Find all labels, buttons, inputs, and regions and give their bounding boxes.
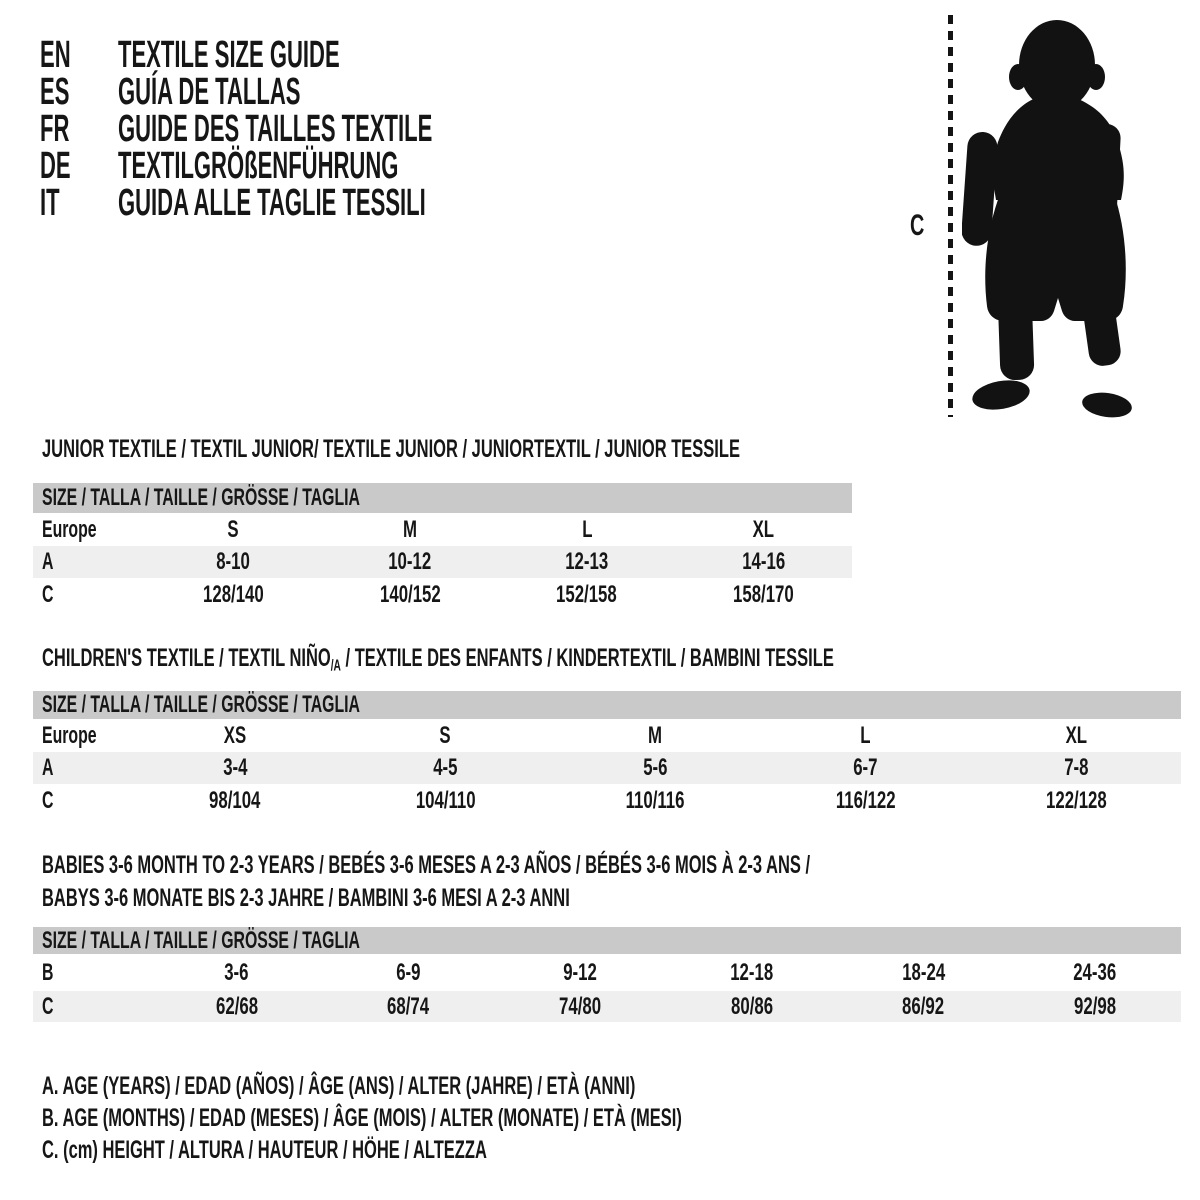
size-header-label: SIZE / TALLA / TAILLE / GRÖSSE / TAGLIA — [42, 484, 360, 511]
age-cell: 6-7 — [853, 754, 878, 781]
age-cell: 3-4 — [222, 754, 248, 781]
height-cell: 152/158 — [556, 581, 618, 608]
height-cell: 122/128 — [1045, 787, 1107, 814]
table-row — [33, 752, 1181, 784]
children-section-title: CHILDREN'S TEXTILE / TEXTIL $NIÑO_{/A}$ / TEXTILE DES ENFANTS / KINDERTEXTIL / BAMBINI TESSILE — [42, 644, 834, 675]
size-cell: M — [403, 515, 418, 543]
height-cell: 158/170 — [733, 581, 794, 608]
language-row — [40, 108, 660, 150]
height-cell: 86/92 — [902, 992, 945, 1020]
row-label: C — [42, 787, 54, 814]
junior-section-title: JUNIOR TEXTILE / TEXTIL JUNIOR/ TEXTILE JUNIOR / JUNIORTEXTIL / JUNIOR TESSILE — [42, 435, 740, 463]
age-cell: 3-6 — [224, 958, 249, 986]
language-row — [40, 34, 660, 76]
legend-line-a: A. AGE (YEARS) / EDAD (AÑOS) / ÂGE (ANS) / ALTER (JAHRE) / ETÀ (ANNI) — [42, 1071, 636, 1100]
toddler-silhouette-icon — [962, 14, 1138, 418]
legend-line-c: C. (cm) HEIGHT / ALTURA / HAUTEUR / HÖHE / ALTEZZA — [42, 1135, 487, 1164]
table-row — [33, 513, 852, 546]
height-cell: 68/74 — [387, 992, 430, 1020]
size-cell: XL — [752, 515, 775, 543]
age-cell: 14-16 — [742, 548, 786, 575]
language-code: FR — [40, 108, 70, 150]
table-row — [33, 546, 852, 578]
age-cell: 9-12 — [563, 958, 597, 986]
children-size-table — [33, 691, 1181, 818]
height-cell: 62/68 — [215, 992, 258, 1020]
babies-size-table — [33, 927, 1181, 1022]
language-title: TEXTILGRÖßENFÜHRUNG — [118, 145, 399, 187]
row-label: C — [42, 581, 54, 608]
size-cell: XS — [223, 721, 247, 749]
language-row — [40, 71, 660, 113]
measure-legend — [42, 1070, 1011, 1166]
age-cell: 7-8 — [1063, 754, 1089, 781]
age-cell: 6-9 — [396, 958, 421, 986]
height-cell: 104/110 — [415, 787, 476, 814]
height-cell: 80/86 — [730, 992, 773, 1020]
height-cell: 128/140 — [202, 581, 264, 608]
size-cell: L — [581, 515, 593, 543]
age-cell: 12-18 — [730, 958, 774, 986]
size-header-label: SIZE / TALLA / TAILLE / GRÖSSE / TAGLIA — [42, 926, 360, 954]
table-row — [33, 784, 1181, 818]
height-measure-label: C — [910, 209, 925, 242]
age-cell: 18-24 — [902, 958, 945, 986]
nino-a-subscript: /A — [330, 657, 341, 675]
row-label: B — [42, 958, 54, 986]
table-row — [33, 991, 1181, 1022]
row-label: C — [42, 992, 54, 1020]
language-title: GUIDE DES TAILLES TEXTILE — [118, 108, 433, 150]
row-label: Europe — [42, 515, 97, 543]
age-cell: 8-10 — [216, 548, 251, 575]
language-code: IT — [40, 182, 60, 224]
age-cell: 10-12 — [388, 548, 432, 575]
height-cell: 116/122 — [835, 787, 896, 814]
height-cell: 92/98 — [1074, 992, 1117, 1020]
height-cell: 110/116 — [626, 787, 685, 814]
row-label: A — [42, 548, 54, 575]
size-cell: S — [227, 515, 239, 543]
age-cell: 24-36 — [1073, 958, 1117, 986]
size-header-label: SIZE / TALLA / TAILLE / GRÖSSE / TAGLIA — [42, 691, 360, 718]
babies-section-title: BABIES 3-6 MONTH TO 2-3 YEARS / BEBÉS 3-6 MESES A 2-3 AÑOS / BÉBÉS 3-6 MOIS À 2-3 ANS / BABYS 3-6 MONATE BIS 2-3 JAHRE / BAMBINI 3-6 MESI A 2-3 ANNI — [42, 851, 811, 912]
table-row — [33, 578, 852, 612]
age-cell: 12-13 — [565, 548, 609, 575]
legend-line-b: B. AGE (MONTHS) / EDAD (MESES) / ÂGE (MOIS) / ALTER (MONATE) / ETÀ (MESI) — [42, 1103, 682, 1132]
size-header-bar — [33, 483, 852, 513]
size-header-bar — [33, 927, 1181, 954]
height-measure-dashed-line — [948, 15, 953, 417]
size-cell: L — [860, 721, 871, 749]
age-cell: 4-5 — [433, 754, 458, 781]
language-code: EN — [40, 34, 71, 76]
height-cell: 140/152 — [379, 581, 441, 608]
language-title: GUIDA ALLE TAGLIE TESSILI — [118, 182, 426, 224]
language-title: GUÍA DE TALLAS — [118, 71, 301, 113]
language-row — [40, 145, 660, 187]
size-cell: S — [439, 721, 451, 749]
language-code: DE — [40, 145, 71, 187]
language-code: ES — [40, 71, 70, 113]
height-cell: 98/104 — [209, 787, 261, 814]
size-cell: M — [648, 721, 663, 749]
language-title-list — [40, 34, 660, 224]
language-title: TEXTILE SIZE GUIDE — [118, 34, 340, 76]
junior-size-table — [33, 483, 852, 612]
table-row — [33, 954, 1181, 991]
row-label: A — [42, 754, 54, 781]
height-cell: 74/80 — [559, 992, 602, 1020]
size-header-bar — [33, 691, 1181, 719]
age-cell: 5-6 — [643, 754, 668, 781]
table-row — [33, 719, 1181, 752]
language-row — [40, 182, 660, 224]
size-cell: XL — [1065, 721, 1087, 749]
row-label: Europe — [42, 721, 97, 749]
